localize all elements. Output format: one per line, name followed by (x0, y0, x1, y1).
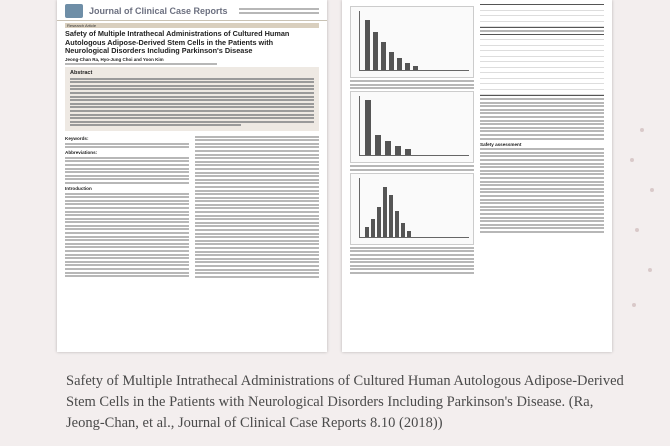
journal-logo (65, 4, 83, 18)
abbreviations-label: Abbreviations: (65, 150, 98, 156)
section-band: Research Article (65, 23, 319, 28)
article-results-page (342, 0, 612, 352)
figure-1 (350, 6, 474, 78)
body-columns (65, 134, 319, 279)
abstract-heading: Abstract (70, 70, 93, 77)
abstract-box (65, 67, 319, 131)
table-1 (480, 4, 604, 28)
figure-column (350, 4, 474, 276)
article-authors: Jeong-Chan Ra, Hyo-Jung Choi and Yoon Kim (65, 56, 164, 62)
right-column (195, 134, 319, 279)
left-column (65, 134, 189, 279)
figure-3 (350, 173, 474, 245)
image-caption: Safety of Multiple Intrathecal Administrations of Cultured Human Autologous Adipose-Derived Stem Cells in the Patients with Neurological Disorders Including Parkinson's Disease. (Ra, Jeong-Chan, et al., Journal of Clinical Case Reports 8.10 (2018)) (66, 373, 624, 431)
decorative-dots (622, 120, 662, 320)
article-affiliation (65, 63, 319, 65)
article-title: Safety of Multiple Intrathecal Administrations of Cultured Human Autologous Adipose-Derived Stem Cells in the Patients with Neurological Disorders Including Parkinson's Disease (65, 29, 290, 55)
keywords-label: Keywords: (65, 136, 89, 141)
introduction-heading: Introduction (65, 185, 92, 191)
table-2 (480, 34, 604, 97)
journal-meta (239, 7, 319, 16)
figure-2 (350, 91, 474, 163)
tables-column (480, 4, 604, 276)
journal-title: Journal of Clinical Case Reports (89, 6, 228, 16)
article-first-page (57, 0, 327, 352)
safety-heading: Safety assessment (480, 141, 522, 147)
results-columns (350, 4, 604, 276)
journal-header (57, 0, 327, 21)
